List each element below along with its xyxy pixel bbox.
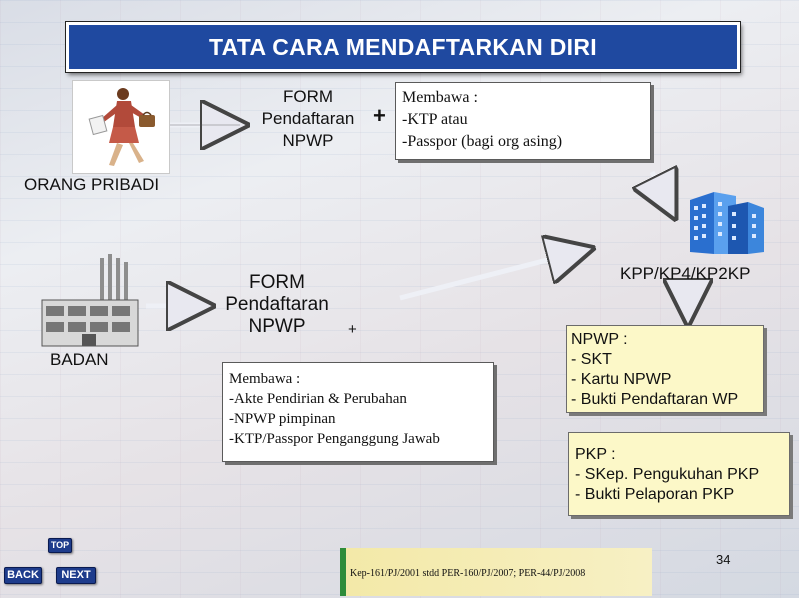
- kpp-label: KPP/KP4/KP2KP: [620, 264, 751, 283]
- badan-label: BADAN: [50, 350, 109, 369]
- plus-sign: +: [348, 321, 357, 338]
- membawa-line: Membawa :: [229, 371, 301, 387]
- pkp-line: PKP :: [575, 446, 616, 463]
- form-line: FORM: [282, 87, 334, 106]
- npwp-line: - Kartu NPWP: [571, 371, 672, 388]
- top-button[interactable]: TOP: [48, 538, 72, 553]
- plus-sign: +: [373, 103, 386, 128]
- pkp-line: - Bukti Pelaporan PKP: [575, 486, 735, 503]
- arrow-form-to-kpp-badan: [400, 250, 586, 298]
- membawa-line: Membawa :: [402, 89, 478, 106]
- form-line: Pendaftaran: [225, 294, 329, 315]
- page-title: TATA CARA MENDAFTARKAN DIRI: [66, 22, 740, 72]
- footer-reference: [340, 548, 652, 596]
- membawa-line: -KTP atau: [402, 111, 468, 128]
- npwp-line: - SKT: [571, 351, 612, 368]
- form-line: Pendaftaran: [261, 109, 355, 128]
- factory-icon: [38, 252, 142, 348]
- membawa-line: -Akte Pendirian & Perubahan: [229, 391, 407, 407]
- arrow-form-to-kpp: [652, 172, 672, 212]
- page-number: 34: [716, 552, 731, 567]
- form-line: NPWP: [282, 131, 334, 150]
- pkp-docs-box: [568, 432, 790, 516]
- pkp-line: - SKep. Pengukuhan PKP: [575, 466, 760, 483]
- membawa-line: -Passpor (bagi org asing): [402, 133, 563, 150]
- next-button[interactable]: NEXT: [56, 567, 96, 584]
- membawa-line: -NPWP pimpinan: [229, 411, 336, 427]
- form-line: FORM: [249, 272, 305, 293]
- office-building-icon: [684, 182, 768, 256]
- footer-reference-text: Kep-161/PJ/2001 stdd PER-160/PJ/2007; PER-44/PJ/2008: [350, 568, 586, 579]
- npwp-docs-box: [566, 325, 764, 413]
- form-pendaftaran-npwp-badan: [214, 272, 340, 338]
- form-line: NPWP: [248, 316, 306, 337]
- npwp-line: NPWP :: [571, 331, 628, 348]
- orang-pribadi-label: ORANG PRIBADI: [24, 175, 160, 194]
- membawa-box-badan: [222, 362, 494, 462]
- membawa-line: -KTP/Passpor Penganggung Jawab: [229, 431, 440, 447]
- npwp-line: - Bukti Pendaftaran WP: [571, 391, 739, 408]
- back-button[interactable]: BACK: [4, 567, 42, 584]
